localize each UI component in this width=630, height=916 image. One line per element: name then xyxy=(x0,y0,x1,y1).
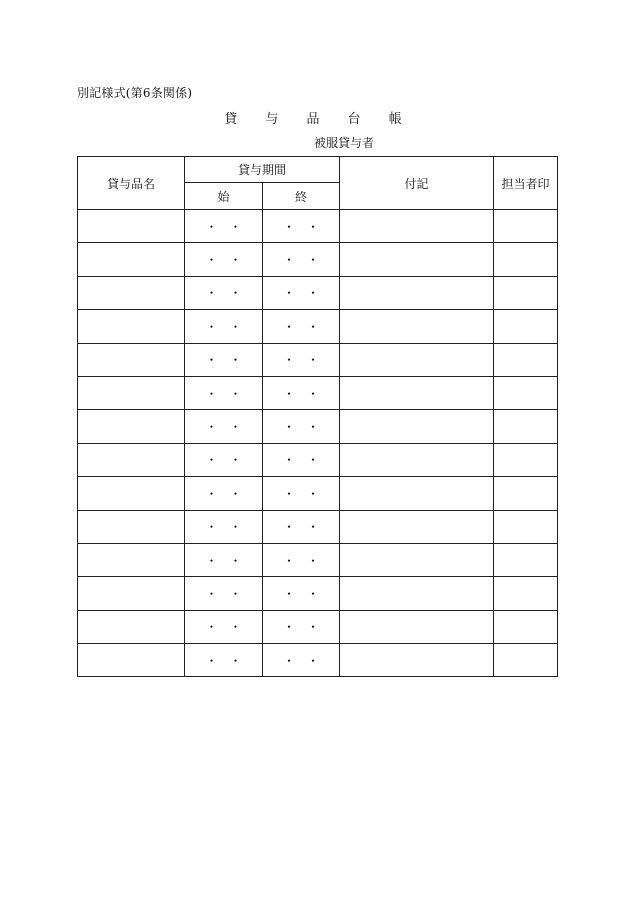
item-cell[interactable] xyxy=(78,543,185,576)
end-date-cell[interactable] xyxy=(263,610,340,643)
start-date-cell-value: ・ ・ xyxy=(205,319,242,334)
item-cell[interactable] xyxy=(78,343,185,376)
end-date-cell[interactable] xyxy=(263,376,340,409)
end-date-cell-value: ・ ・ xyxy=(283,286,320,301)
start-date-cell-value: ・ ・ xyxy=(205,653,242,668)
stamp-cell[interactable] xyxy=(494,276,558,309)
table-row xyxy=(78,410,558,443)
end-date-cell-value: ・ ・ xyxy=(283,620,320,635)
end-date-cell[interactable] xyxy=(263,577,340,610)
column-header-note: 付記 xyxy=(340,157,494,210)
column-header-period: 貸与期間 xyxy=(185,157,340,183)
stamp-cell[interactable] xyxy=(494,443,558,476)
column-header-start: 始 xyxy=(185,183,263,210)
table-row xyxy=(78,310,558,343)
item-cell[interactable] xyxy=(78,477,185,510)
end-date-cell[interactable] xyxy=(263,477,340,510)
table-row xyxy=(78,510,558,543)
stamp-cell[interactable] xyxy=(494,543,558,576)
start-date-cell-value: ・ ・ xyxy=(205,520,242,535)
note-cell[interactable] xyxy=(340,276,494,309)
stamp-cell[interactable] xyxy=(494,243,558,276)
end-date-cell-value: ・ ・ xyxy=(283,586,320,601)
start-date-cell-value: ・ ・ xyxy=(205,486,242,501)
end-date-cell-value: ・ ・ xyxy=(283,219,320,234)
end-date-cell[interactable] xyxy=(263,644,340,677)
item-cell[interactable] xyxy=(78,610,185,643)
end-date-cell-value: ・ ・ xyxy=(283,386,320,401)
stamp-cell[interactable] xyxy=(494,410,558,443)
note-cell[interactable] xyxy=(340,210,494,243)
start-date-cell-value: ・ ・ xyxy=(205,286,242,301)
item-cell[interactable] xyxy=(78,376,185,409)
form-reference: 別記様式(第6条関係) xyxy=(77,86,193,100)
table-row xyxy=(78,276,558,309)
note-cell[interactable] xyxy=(340,477,494,510)
start-date-cell-value: ・ ・ xyxy=(205,219,242,234)
stamp-cell[interactable] xyxy=(494,510,558,543)
stamp-cell[interactable] xyxy=(494,610,558,643)
end-date-cell-value: ・ ・ xyxy=(283,453,320,468)
start-date-cell[interactable] xyxy=(185,243,263,276)
header-row-1 xyxy=(78,157,558,183)
stamp-cell[interactable] xyxy=(494,343,558,376)
table-row xyxy=(78,376,558,409)
end-date-cell[interactable] xyxy=(263,443,340,476)
end-date-cell-value: ・ ・ xyxy=(283,520,320,535)
note-cell[interactable] xyxy=(340,510,494,543)
table-row xyxy=(78,443,558,476)
table-row xyxy=(78,644,558,677)
end-date-cell[interactable] xyxy=(263,210,340,243)
ledger-body xyxy=(78,210,558,677)
stamp-cell[interactable] xyxy=(494,210,558,243)
item-cell[interactable] xyxy=(78,243,185,276)
end-date-cell-value: ・ ・ xyxy=(283,319,320,334)
start-date-cell[interactable] xyxy=(185,310,263,343)
start-date-cell[interactable] xyxy=(185,644,263,677)
end-date-cell[interactable] xyxy=(263,243,340,276)
start-date-cell-value: ・ ・ xyxy=(205,553,242,568)
end-date-cell-value: ・ ・ xyxy=(283,353,320,368)
start-date-cell[interactable] xyxy=(185,577,263,610)
end-date-cell-value: ・ ・ xyxy=(283,653,320,668)
start-date-cell[interactable] xyxy=(185,610,263,643)
end-date-cell-value: ・ ・ xyxy=(283,553,320,568)
note-cell[interactable] xyxy=(340,543,494,576)
start-date-cell[interactable] xyxy=(185,343,263,376)
stamp-cell[interactable] xyxy=(494,577,558,610)
start-date-cell[interactable] xyxy=(185,477,263,510)
start-date-cell-value: ・ ・ xyxy=(205,453,242,468)
column-header-stamp: 担当者印 xyxy=(494,157,558,210)
end-date-cell[interactable] xyxy=(263,543,340,576)
note-cell[interactable] xyxy=(340,343,494,376)
note-cell[interactable] xyxy=(340,443,494,476)
item-cell[interactable] xyxy=(78,644,185,677)
end-date-cell-value: ・ ・ xyxy=(283,253,320,268)
table-row xyxy=(78,343,558,376)
table-row xyxy=(78,577,558,610)
start-date-cell-value: ・ ・ xyxy=(205,386,242,401)
stamp-cell[interactable] xyxy=(494,644,558,677)
table-row xyxy=(78,210,558,243)
note-cell[interactable] xyxy=(340,610,494,643)
item-cell[interactable] xyxy=(78,443,185,476)
start-date-cell[interactable] xyxy=(185,376,263,409)
table-row xyxy=(78,543,558,576)
start-date-cell[interactable] xyxy=(185,210,263,243)
note-cell[interactable] xyxy=(340,644,494,677)
start-date-cell[interactable] xyxy=(185,510,263,543)
table-row xyxy=(78,477,558,510)
start-date-cell[interactable] xyxy=(185,276,263,309)
item-cell[interactable] xyxy=(78,210,185,243)
stamp-cell[interactable] xyxy=(494,310,558,343)
document-title: 貸 与 品 台 帳 xyxy=(224,112,414,127)
start-date-cell-value: ・ ・ xyxy=(205,620,242,635)
end-date-cell[interactable] xyxy=(263,343,340,376)
start-date-cell-value: ・ ・ xyxy=(205,253,242,268)
item-cell[interactable] xyxy=(78,510,185,543)
start-date-cell-value: ・ ・ xyxy=(205,586,242,601)
start-date-cell-value: ・ ・ xyxy=(205,420,242,435)
note-cell[interactable] xyxy=(340,310,494,343)
item-cell[interactable] xyxy=(78,310,185,343)
start-date-cell[interactable] xyxy=(185,443,263,476)
end-date-cell-value: ・ ・ xyxy=(283,486,320,501)
stamp-cell[interactable] xyxy=(494,477,558,510)
item-cell[interactable] xyxy=(78,410,185,443)
start-date-cell[interactable] xyxy=(185,543,263,576)
borrower-label: 被服貸与者 xyxy=(314,136,375,150)
note-cell[interactable] xyxy=(340,376,494,409)
end-date-cell-value: ・ ・ xyxy=(283,420,320,435)
end-date-cell[interactable] xyxy=(263,410,340,443)
table-row xyxy=(78,610,558,643)
item-cell[interactable] xyxy=(78,276,185,309)
end-date-cell[interactable] xyxy=(263,310,340,343)
item-cell[interactable] xyxy=(78,577,185,610)
note-cell[interactable] xyxy=(340,577,494,610)
end-date-cell[interactable] xyxy=(263,510,340,543)
start-date-cell[interactable] xyxy=(185,410,263,443)
note-cell[interactable] xyxy=(340,243,494,276)
note-cell[interactable] xyxy=(340,410,494,443)
column-header-item: 貸与品名 xyxy=(78,157,185,210)
column-header-end: 終 xyxy=(263,183,340,210)
start-date-cell-value: ・ ・ xyxy=(205,353,242,368)
ledger-table xyxy=(77,156,558,677)
end-date-cell[interactable] xyxy=(263,276,340,309)
table-row xyxy=(78,243,558,276)
stamp-cell[interactable] xyxy=(494,376,558,409)
